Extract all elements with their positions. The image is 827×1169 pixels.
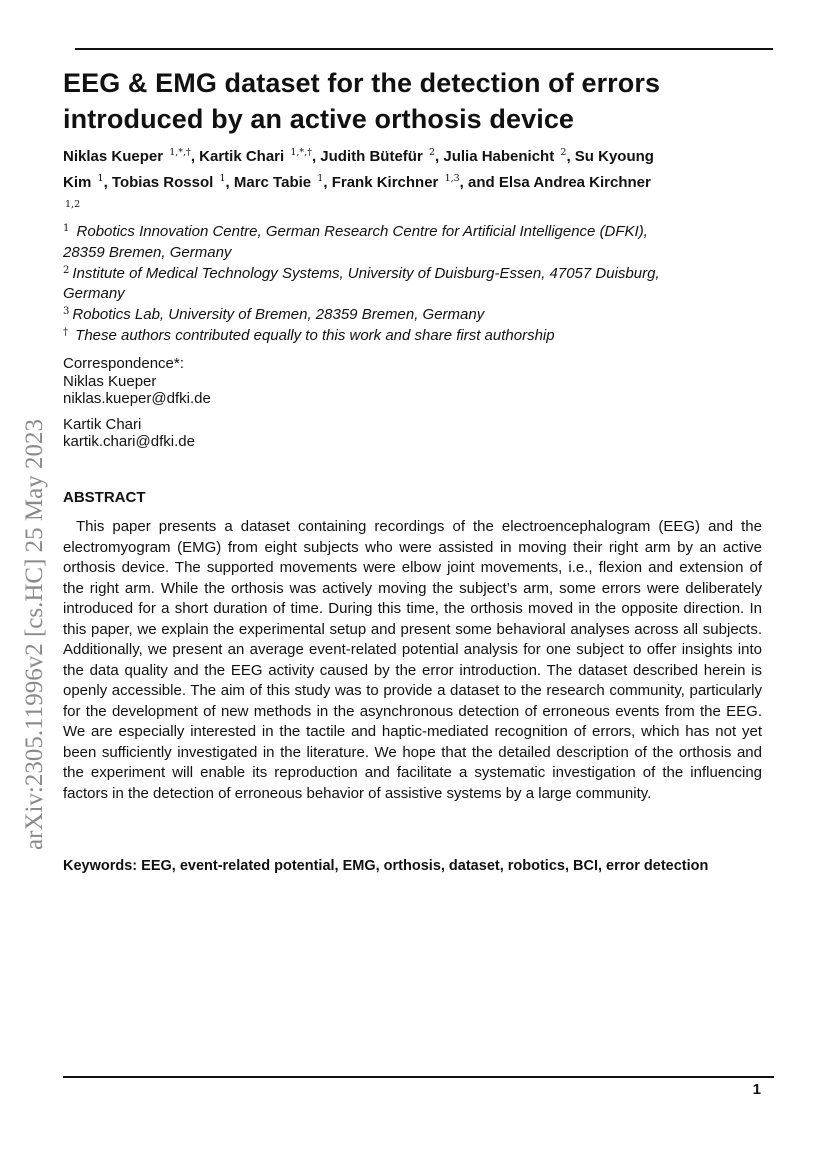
affiliation-text: Institute of Medical Technology Systems, University of Duisburg-Essen, 47057 Duisburg, Germany (63, 264, 660, 303)
author-separator: , (311, 148, 317, 165)
affiliation (63, 222, 683, 264)
affiliation-text: Robotics Lab, University of Bremen, 28359 Bremen, Germany (72, 306, 485, 324)
footer-rule (63, 1076, 774, 1078)
affiliation-text: Robotics Innovation Centre, German Research Centre for Artificial Intelligence (DFKI), 28359 Bremen, Germany (63, 223, 648, 261)
affiliation (63, 305, 683, 326)
author-separator: , (190, 148, 195, 165)
abstract-body: This paper presents a dataset containing recordings of the electroencephalogram (EEG) and the electromyogram (EMG) from eight subjects who were assisted in moving their right arm by an active orthosis device. The supported movements were elbow joint movements, i.e., flexion and extension of the right arm. While the orthosis was actively moving the subject’s arm, some errors were deliberately introduced for a short duration of time. During this time, the orthosis moved in the opposite direction. In this paper, we explain the experimental setup and present some behavioral analyses across all subjects. Additionally, we present an average event-related potential analysis for one subject to offer insights into the data quality and the EEG activity caused by the error introduction. The dataset described herein is openly accessible. The aim of this study was to provide a dataset to the research community, particularly for the development of new methods in the asynchronous detection of erroneous events from the EEG. We are especially interested in the tactile and haptic-mediated recognition of errors, which has not yet been sufficiently investigated in the literature. We hope that the detailed description of the orthosis and the experiment will enable its reproduction and facilitate a systematic investigation of the influencing factors in the detection of erroneous behavior of assistive systems by a large community. (63, 518, 762, 802)
correspondence-block (63, 355, 563, 451)
author-affiliation-marks: 1,3 (444, 173, 460, 184)
author-affiliation-marks: 2 (560, 147, 567, 158)
author-name: Su Kyoung Kim (63, 148, 654, 191)
author-affiliation-marks: 2 (428, 147, 436, 158)
author-affiliation-marks: 1,*,† (290, 147, 312, 158)
author-affiliation-marks: 1 (317, 173, 324, 184)
affiliation-mark: † (63, 326, 68, 338)
abstract-heading: ABSTRACT (63, 489, 146, 506)
affiliation (63, 264, 683, 306)
affiliation-mark: 3 (63, 306, 70, 318)
author-separator: , (323, 174, 328, 191)
correspondence-label: Correspondence*: (63, 355, 184, 372)
affiliation (63, 326, 683, 347)
author-name: Kartik Chari (199, 148, 285, 165)
author-name: Niklas Kueper (63, 148, 164, 165)
author-separator: , (225, 174, 230, 191)
page-number: 1 (752, 1081, 761, 1098)
author-name: Tobias Rossol (111, 174, 214, 191)
affiliation-list (63, 222, 683, 347)
author-separator: , and (459, 174, 495, 191)
author-name: Frank Kirchner (331, 174, 439, 191)
author-affiliation-marks: 1 (219, 173, 226, 184)
affiliation-text: These authors contributed equally to this work and share first authorship (71, 326, 555, 344)
paper-title: EEG & EMG dataset for the detection of errors introduced by an active orthosis device (63, 68, 661, 134)
author-list (63, 144, 663, 222)
arxiv-identifier-stamp: arXiv:2305.11996v2 [cs.HC] 25 May 2023 (21, 419, 48, 850)
correspondence-name: Niklas Kueper (63, 372, 157, 390)
author-separator: , (103, 174, 108, 191)
affiliation-mark: 2 (63, 264, 70, 276)
correspondence-name: Kartik Chari (63, 415, 142, 433)
author-affiliation-marks: 1 (97, 173, 104, 184)
author-affiliation-marks: 1,*,† (169, 147, 191, 158)
author-name: Marc Tabie (233, 174, 312, 191)
author-affiliation-marks: 1,2 (65, 199, 81, 210)
author-name: Elsa Andrea Kirchner (498, 174, 651, 191)
affiliation-mark: 1 (63, 223, 70, 234)
correspondence-email: niklas.kueper@dfki.de (63, 390, 211, 407)
top-rule (75, 48, 773, 50)
keywords: Keywords: EEG, event-related potential, EMG, orthosis, dataset, robotics, BCI, error detection (63, 858, 709, 874)
author-separator: , (566, 148, 571, 165)
correspondence-email: kartik.chari@dfki.de (63, 433, 195, 450)
author-name: Judith Bütefür (320, 148, 423, 165)
author-separator: , (435, 148, 440, 165)
author-name: Julia Habenicht (443, 148, 555, 165)
